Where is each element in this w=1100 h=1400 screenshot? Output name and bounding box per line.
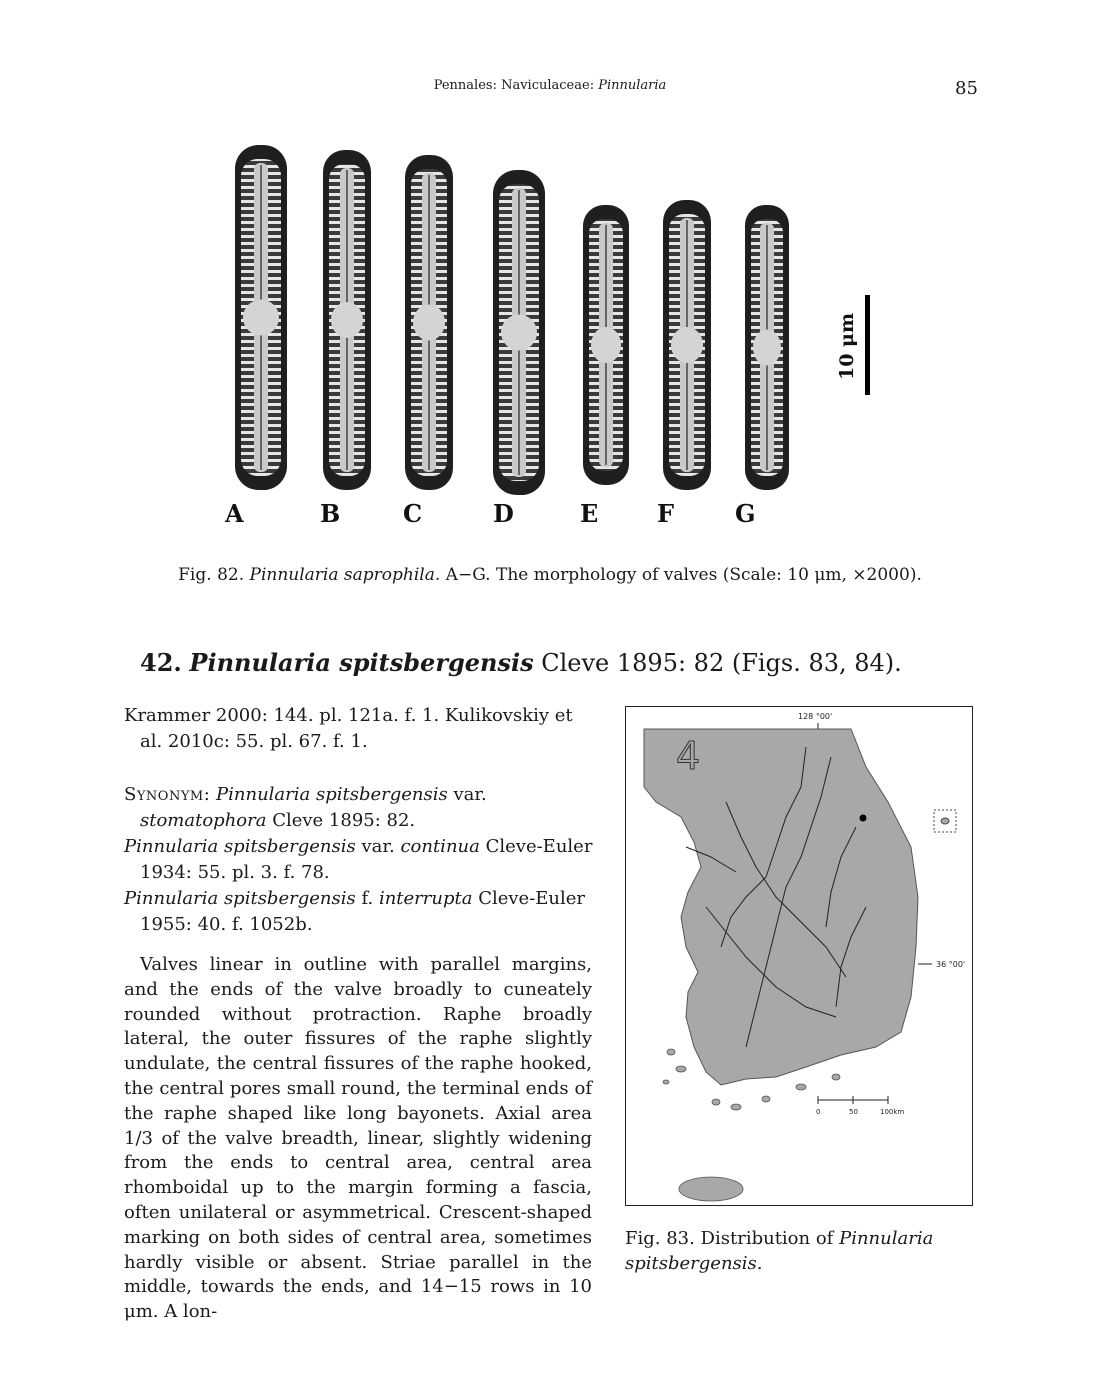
panel-label-b: B [320, 499, 341, 528]
fig83-caption-species: Pinnularia spitsbergensis. [625, 1228, 934, 1274]
synonym-1-name: Pinnularia spitsbergensis [216, 784, 448, 805]
panel-labels [224, 499, 756, 528]
figure-83-caption [625, 1226, 975, 1276]
section-authority: Cleve 1895: 82 (Figs. 83, 84). [541, 649, 902, 677]
synonym-2-name: Pinnularia spitsbergensis [124, 836, 356, 857]
synonym-3-citation: Cleve-Euler 1955: 40. f. 1052b. [140, 888, 586, 935]
synonym-2-citation: Cleve-Euler 1934: 55. pl. 3. f. 78. [140, 836, 593, 883]
panel-label-e: E [580, 499, 599, 528]
page-number: 85 [955, 78, 978, 99]
figure-83-map [625, 706, 973, 1206]
synonym-3-rank: f. [361, 888, 374, 909]
synonym-3 [124, 886, 594, 938]
references-and-synonyms [124, 703, 594, 938]
valve-central-area-1 [331, 302, 363, 338]
valve-central-area-5 [671, 327, 703, 363]
map-scale-tick-100: 100km [880, 1108, 905, 1116]
panel-label-g: G [735, 499, 756, 528]
occurrence-dot [860, 815, 867, 822]
synonym-2-epithet: continua [400, 836, 480, 857]
synonym-1-citation: Cleve 1895: 82. [272, 810, 416, 831]
valve-central-area-0 [243, 300, 279, 336]
scale-bar-label: 10 μm [836, 312, 858, 380]
valve-central-area-3 [501, 315, 537, 351]
references: Krammer 2000: 144. pl. 121a. f. 1. Kulikovskiy et al. 2010c: 55. pl. 67. f. 1. [124, 705, 573, 752]
panel-label-d: D [493, 499, 514, 528]
latitude-label: 36 °00' [936, 960, 966, 969]
map-scale-bar [818, 1096, 888, 1104]
synonym-1-epithet: stomatophora [140, 810, 267, 831]
scale-bar [865, 295, 870, 395]
section-number: 42. [140, 648, 182, 677]
valve-central-area-6 [753, 330, 781, 366]
synonym-3-epithet: interrupta [378, 888, 473, 909]
synonym-3-name: Pinnularia spitsbergensis [124, 888, 356, 909]
panel-label-c: C [403, 499, 423, 528]
fig83-caption-prefix: Fig. 83. Distribution of [625, 1228, 834, 1249]
jeju-island [679, 1177, 743, 1201]
map-number-label: 4 [676, 734, 701, 778]
longitude-label: 128 °00' [798, 712, 833, 721]
description-paragraph: Valves linear in outline with parallel margins, and the ends of the valve broadly to cuneately rounded without protraction. Raphe broadly lateral, the outer fissures of the raphe slightly undulate, the central fissures of the raphe hooked, the central pores small round, the terminal ends of the raphe shaped like long bayonets. Axial area 1/3 of the valve breadth, linear, slightly widening from the ends to central area, central area rhomboidal up to the margin forming a fascia, often unilateral or asymmetrical. Crescent-shaped marking on both sides of central area, sometimes hardly visible or absent. Striae parallel in the middle, towards the ends, and 14−15 rows in 10 μm. A lon- [124, 954, 592, 1323]
running-head-genus: Pinnularia [598, 78, 667, 93]
section-heading [140, 648, 902, 677]
figure-82-valves [215, 130, 955, 530]
panel-label-a: A [225, 499, 244, 528]
synonym-2-rank: var. [361, 836, 395, 857]
running-head [0, 78, 1100, 93]
panel-label-f: F [657, 499, 675, 528]
synonym-1-rank: var. [453, 784, 487, 805]
korea-map [626, 707, 972, 1205]
valve-central-area-2 [413, 305, 445, 341]
fig82-caption-prefix: Fig. 82. [178, 565, 245, 585]
description-text [124, 953, 592, 1325]
map-scale-tick-50: 50 [849, 1108, 858, 1116]
synonym-1 [124, 782, 594, 834]
synonym-label: Synonym: [124, 784, 211, 805]
valve-central-area-4 [591, 327, 621, 363]
fig82-caption-text: A−G. The morphology of valves (Scale: 10 μm, ×2000). [445, 565, 922, 585]
running-head-prefix: Pennales: Naviculaceae: [433, 78, 595, 93]
map-scale-tick-0: 0 [816, 1108, 821, 1116]
valve-images [235, 145, 789, 495]
fig82-caption-species: Pinnularia saprophila. [249, 565, 441, 585]
synonym-2 [124, 834, 594, 886]
figure-82-caption [0, 565, 1100, 585]
section-species: Pinnularia spitsbergensis [189, 648, 534, 677]
